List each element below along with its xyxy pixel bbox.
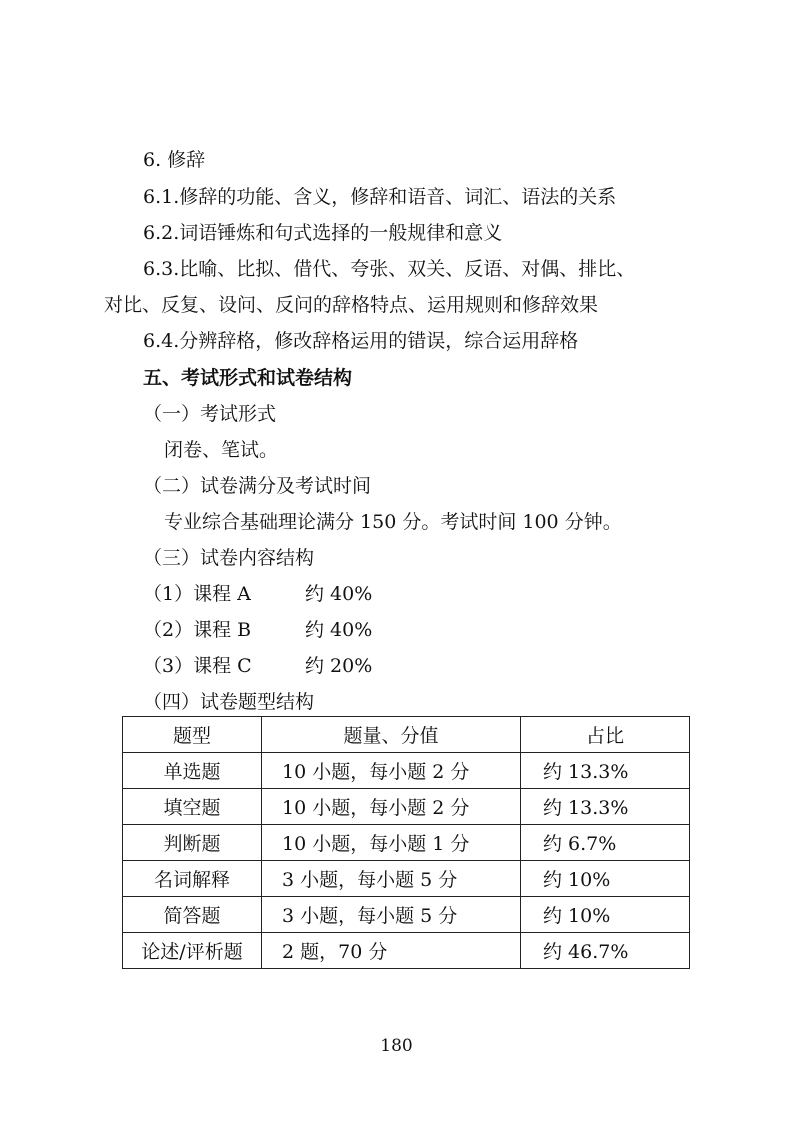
score-time-text: 专业综合基础理论满分 150 分。考试时间 100 分钟。 (164, 511, 622, 533)
item-6-1: 6.1.修辞的功能、含义，修辞和语音、词汇、语法的关系 (143, 186, 617, 208)
course-c-share: 约 20% (305, 655, 373, 677)
exam-form-title: （一）考试形式 (143, 403, 277, 425)
row-count-score: 10 小题，每小题 1 分 (262, 825, 521, 861)
table-header-row (123, 717, 690, 753)
table-row (123, 753, 690, 789)
row-share: 约 46.7% (521, 933, 690, 969)
content-structure-title: （三）试卷内容结构 (143, 547, 315, 569)
row-type: 简答题 (123, 897, 262, 933)
header-count-score: 题量、分值 (262, 717, 521, 753)
course-b-share: 约 40% (305, 619, 373, 641)
table-row (123, 897, 690, 933)
row-count-score: 3 小题，每小题 5 分 (262, 897, 521, 933)
row-type: 单选题 (123, 753, 262, 789)
section-5-heading: 五、考试形式和试卷结构 (143, 367, 353, 389)
row-type: 判断题 (123, 825, 262, 861)
question-type-table (122, 716, 690, 969)
item-6-2: 6.2.词语锤炼和句式选择的一般规律和意义 (143, 222, 503, 244)
table-row (123, 933, 690, 969)
row-share: 约 10% (521, 861, 690, 897)
row-type: 论述/评析题 (123, 933, 262, 969)
section-6-heading: 6. 修辞 (143, 149, 206, 171)
course-b-label: （2）课程 B (143, 619, 252, 641)
exam-form-text: 闭卷、笔试。 (164, 439, 279, 461)
item-6-3-line2: 对比、反复、设问、反问的辞格特点、运用规则和修辞效果 (104, 294, 599, 316)
row-count-score: 3 小题，每小题 5 分 (262, 861, 521, 897)
row-share: 约 6.7% (521, 825, 690, 861)
course-a-label: （1）课程 A (143, 583, 251, 605)
table-row (123, 789, 690, 825)
row-type: 名词解释 (123, 861, 262, 897)
page-number: 180 (380, 1036, 413, 1056)
row-count-score: 10 小题，每小题 2 分 (262, 753, 521, 789)
score-time-title: （二）试卷满分及考试时间 (143, 475, 372, 497)
row-count-score: 2 题，70 分 (262, 933, 521, 969)
table-row (123, 825, 690, 861)
row-type: 填空题 (123, 789, 262, 825)
course-c-label: （3）课程 C (143, 655, 252, 677)
item-6-4: 6.4.分辨辞格，修改辞格运用的错误，综合运用辞格 (143, 330, 579, 352)
header-share: 占比 (521, 717, 690, 753)
table-row (123, 861, 690, 897)
row-share: 约 10% (521, 897, 690, 933)
row-share: 约 13.3% (521, 753, 690, 789)
header-type: 题型 (123, 717, 262, 753)
course-a-share: 约 40% (305, 583, 373, 605)
question-type-title: （四）试卷题型结构 (143, 691, 315, 713)
row-share: 约 13.3% (521, 789, 690, 825)
row-count-score: 10 小题，每小题 2 分 (262, 789, 521, 825)
item-6-3-line1: 6.3.比喻、比拟、借代、夸张、双关、反语、对偶、排比、 (143, 258, 636, 280)
